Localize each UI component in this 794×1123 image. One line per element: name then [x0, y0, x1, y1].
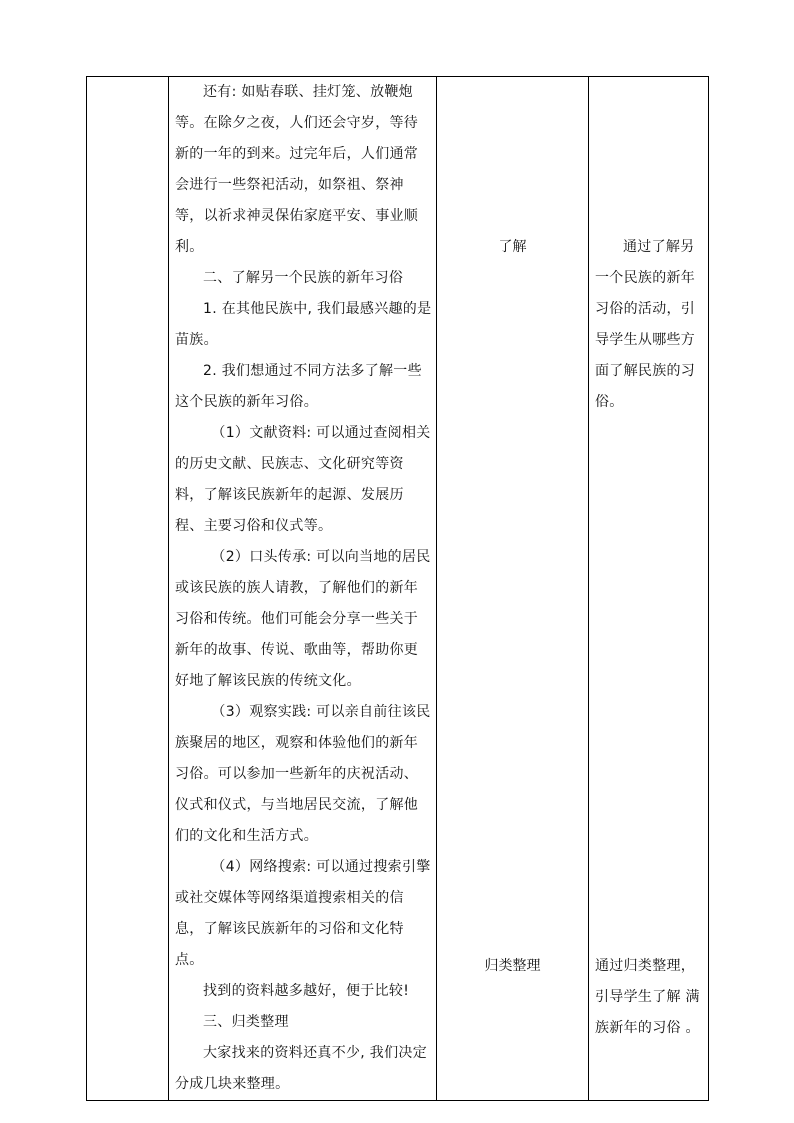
blank-column-cell — [87, 77, 169, 1101]
intent-classify-text: 通过归类整理，引导学生了解 满族新年的习俗 。 — [595, 958, 700, 1036]
paragraph-method-observation: （3）观察实践: 可以亲自前往该民族聚居的地区，观察和体验他们的新年习俗。可以参加一些新年的庆祝活动、仪式和仪式，与当地居民交流，了解他们的文化和生活方式。 — [175, 704, 431, 844]
section-heading-two: 二、了解另一个民族的新年习俗 — [203, 270, 404, 286]
intent-understand-text: 通过了解另一个民族的新年习俗的活动，引导学生从哪些方面了解民族的习俗。 — [595, 239, 696, 410]
table-row — [87, 77, 709, 1101]
paragraph-item-1: 1. 在其他民族中, 我们最感兴趣的是苗族。 — [175, 301, 432, 348]
activity-cell — [437, 77, 589, 1101]
lesson-plan-table — [86, 76, 709, 1101]
paragraph-item-2: 2. 我们想通过不同方法多了解一些这个民族的新年习俗。 — [175, 363, 422, 410]
paragraph-more-materials: 找到的资料越多越好，便于比较! — [203, 983, 410, 999]
paragraph-method-oral: （2）口头传承: 可以向当地的居民或该民族的族人请教，了解他们的新年习俗和传统。他们可能会分享一些关于新年的故事、传说、歌曲等，帮助你更好地了解该民族的传统文化。 — [175, 549, 431, 689]
paragraph-method-internet: （4）网络搜索: 可以通过搜索引擎或社交媒体等网络渠道搜索相关的信息，了解该民族新年的习俗和文化特点。 — [175, 859, 431, 968]
paragraph-classify: 大家找来的资料还真不少, 我们决定分成几块来整理。 — [175, 1045, 427, 1092]
activity-understand-label: 了解 — [498, 239, 527, 255]
design-intent-cell — [589, 77, 709, 1101]
activity-classify-label: 归类整理 — [484, 958, 541, 974]
teaching-content-cell — [169, 77, 437, 1101]
paragraph-customs-intro: 还有: 如贴春联、挂灯笼、放鞭炮等。在除夕之夜，人们还会守岁，等待新的一年的到来。过完年后，人们通常会进行一些祭祀活动，如祭祖、祭神等，以祈求神灵保佑家庭平安、事业顺利。 — [175, 84, 419, 255]
paragraph-method-literature: （1）文献资料: 可以通过查阅相关的历史文献、民族志、文化研究等资料，了解该民族新年的起源、发展历程、主要习俗和仪式等。 — [175, 425, 431, 534]
section-heading-three: 三、归类整理 — [203, 1014, 289, 1030]
